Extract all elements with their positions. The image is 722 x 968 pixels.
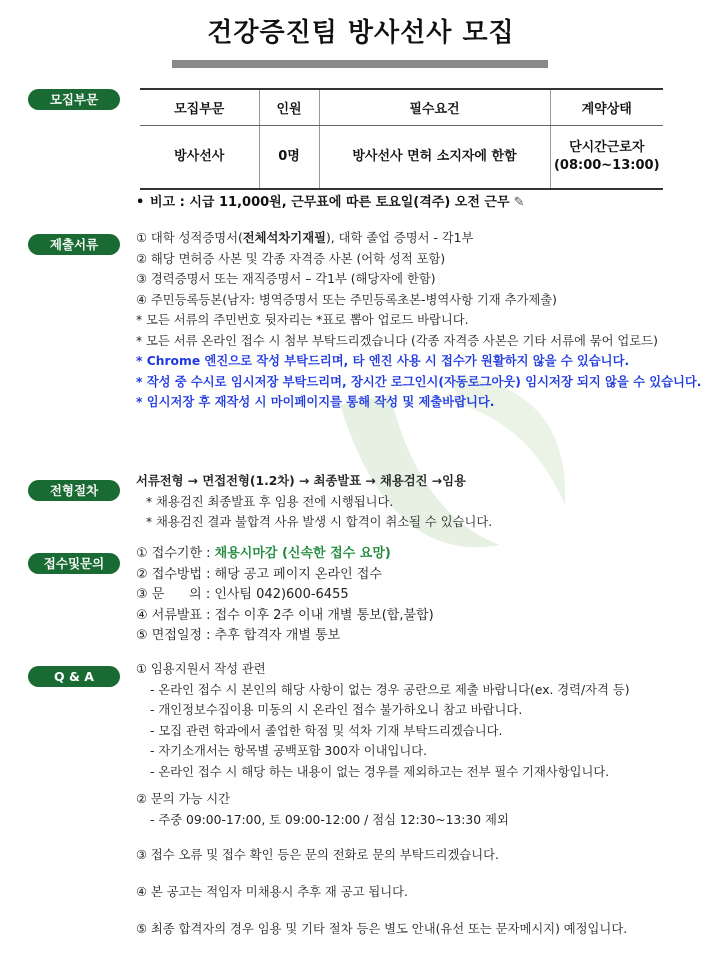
table-cell-contract (550, 126, 663, 190)
process-list (136, 471, 492, 533)
section-label-recruit: 모집부문 (28, 89, 120, 110)
table-row (140, 126, 663, 190)
deadline-highlight: 채용시마감 (신속한 접수 요망) (214, 546, 391, 561)
list-item: ② 해당 면허증 사본 및 각종 자격증 사본 (어학 성적 포함) (136, 251, 446, 266)
table-cell-dept: 방사선사 (140, 126, 259, 190)
qa-list (136, 789, 509, 830)
bullet-icon: • (136, 195, 145, 210)
list-item: ③ 경력증명서 또는 재직증명서 – 각1부 (해당자에 한함) (136, 272, 436, 286)
qa-subitem: - 온라인 접수 시 본인의 해당 사항이 없는 경우 공란으로 제출 바랍니다(ex. 경력/자격 등) (150, 682, 630, 697)
list-warning: * 임시저장 후 재작성 시 마이페이지를 통해 작성 및 제출바랍니다. (136, 395, 495, 409)
process-flow: 서류전형 → 면접전형(1.2차) → 최종발표 → 채용검진 →임용 (136, 474, 466, 488)
list-note: * 채용검진 결과 불합격 사유 발생 시 합격이 취소될 수 있습니다. (146, 515, 493, 529)
pen-icon: ✎ (513, 195, 525, 210)
qa-item: ① 임용지원서 작성 관련 (136, 662, 266, 676)
qa-item: ④ 본 공고는 적임자 미채용시 추후 재 공고 됩니다. (136, 885, 408, 899)
documents-list (136, 228, 701, 413)
list-item: ⑤ 면접일정 : 추후 합격자 개별 통보 (136, 628, 341, 643)
qa-item: ⑤ 최종 합격자의 경우 임용 및 기타 절차 등은 별도 안내(유선 또는 문자메시지) 예정입니다. (136, 922, 628, 936)
list-item: ④ 주민등록등본(남자: 병역증명서 또는 주민등록초본-병역사항 기재 추가제출) (136, 292, 557, 307)
table-header-row (140, 89, 663, 126)
table-cell-count: 0명 (259, 126, 319, 190)
qa-item: ② 문의 가능 시간 (136, 792, 231, 806)
list-note: * 모든 서류 온라인 접수 시 첨부 부탁드리겠습니다 (각종 자격증 사본은 기타 서류에 묶어 업로드) (136, 333, 658, 348)
section-label-process: 전형절차 (28, 480, 120, 501)
qa-item: ③ 접수 오류 및 접수 확인 등은 문의 전화로 문의 부탁드리겠습니다. (136, 848, 499, 862)
table-header: 모집부문 (140, 89, 259, 126)
qa-subitem: - 모집 관련 학과에서 졸업한 학점 및 석차 기재 부탁드리겠습니다. (150, 723, 503, 738)
list-item: ② 접수방법 : 해당 공고 페이지 온라인 접수 (136, 566, 382, 582)
table-cell-requirement: 방사선사 면허 소지자에 한함 (319, 126, 550, 190)
contract-hours: (08:00~13:00) (553, 158, 660, 173)
list-item (136, 544, 434, 565)
title-underline (172, 60, 548, 68)
doc-emphasis: 전체석차기재필 (242, 231, 326, 245)
qa-subitem: - 개인정보수집이용 미동의 시 온라인 접수 불가하오니 참고 바랍니다. (150, 703, 523, 717)
doc-text: ① 대학 성적증명서( (136, 231, 243, 245)
list-item: ③ 문 의 : 인사팀 042)600-6455 (136, 587, 349, 602)
inquiry-text: ① 접수기한 : (136, 546, 215, 561)
table-header: 필수요건 (319, 89, 550, 126)
list-warning: * Chrome 엔진으로 작성 부탁드리며, 타 엔진 사용 시 접수가 원활하지 않을 수 있습니다. (136, 354, 630, 368)
list-warning: * 작성 중 수시로 임시저장 부탁드리며, 장시간 로그인시(자동로그아웃) 임시저장 되지 않을 수 있습니다. (136, 374, 702, 389)
qa-list (136, 659, 630, 782)
inquiry-list (136, 544, 434, 647)
list-item: ④ 서류발표 : 접수 이후 2주 이내 개별 통보(합,불합) (136, 607, 434, 623)
qa-subitem: - 온라인 접수 시 해당 하는 내용이 없는 경우를 제외하고는 전부 필수 기재사항입니다. (150, 764, 610, 779)
section-label-qa: Q & A (28, 666, 120, 687)
page-title: 건강증진팀 방사선사 모집 (207, 18, 515, 48)
section-label-inquiry: 접수및문의 (28, 553, 120, 574)
section-label-documents: 제출서류 (28, 234, 120, 255)
qa-subitem: - 자기소개서는 항목별 공백포함 300자 이내입니다. (150, 744, 428, 758)
table-header: 계약상태 (550, 89, 663, 126)
list-note: * 채용검진 최종발표 후 임용 전에 시행됩니다. (146, 494, 394, 509)
table-header: 인원 (259, 89, 319, 126)
pay-note-text: 비고 : 시급 11,000원, 근무표에 따른 토요일(격주) 오전 근무 (150, 195, 510, 210)
recruit-table (140, 88, 663, 190)
doc-text: ), 대학 졸업 증명서 - 각1부 (325, 231, 474, 245)
qa-subitem: - 주중 09:00-17:00, 토 09:00-12:00 / 점심 12:30~13:30 제외 (150, 812, 509, 827)
pay-note (136, 191, 524, 210)
contract-line: 단시간근로자 (569, 140, 645, 155)
list-item (136, 228, 701, 249)
list-note: * 모든 서류의 주민번호 뒷자리는 *표로 뽑아 업로드 바랍니다. (136, 313, 469, 327)
